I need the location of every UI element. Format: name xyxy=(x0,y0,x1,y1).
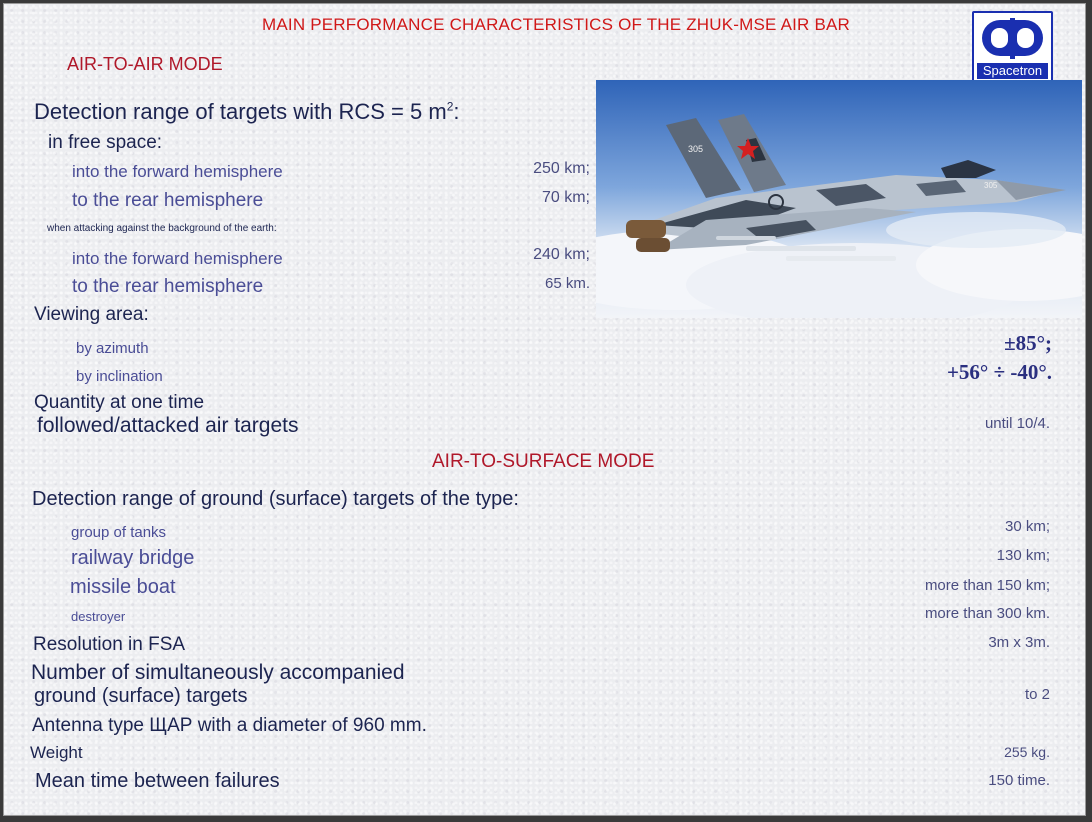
tail-number-nose: 305 xyxy=(984,181,998,190)
page-title: MAIN PERFORMANCE CHARACTERISTICS OF THE ZHUK-MSE AIR BAR xyxy=(262,15,850,34)
accompanied-label-2: ground (surface) targets xyxy=(34,685,248,707)
weight-label: Weight xyxy=(30,743,83,762)
tanks-value: 30 km; xyxy=(1004,518,1050,535)
earth-rear-value: 65 km. xyxy=(544,275,590,292)
detection-range-label: Detection range of targets with RCS = 5 $m^2$: xyxy=(34,99,460,124)
logo-caption: Spacetron xyxy=(977,63,1048,79)
mtbf-label: Mean time between failures xyxy=(35,770,280,792)
free-space-label: in free space: xyxy=(48,132,163,153)
free-rear-value: 70 km; xyxy=(541,189,590,206)
quantity-label-2: followed/attacked air targets xyxy=(37,414,299,437)
spacetron-logo xyxy=(972,11,1053,84)
quantity-label-1: Quantity at one time xyxy=(34,392,205,413)
free-forward-label: into the forward hemisphere xyxy=(72,162,283,181)
inclination-label: by inclination xyxy=(76,368,163,385)
free-rear-label: to the rear hemisphere xyxy=(72,190,264,211)
resolution-value: 3m x 3m. xyxy=(988,634,1050,651)
viewing-area-label: Viewing area: xyxy=(34,304,149,325)
inclination-value: +56° ÷ -40°. xyxy=(946,360,1052,384)
aircraft-photo xyxy=(596,80,1082,318)
azimuth-value: ±85°; xyxy=(1004,331,1052,355)
logo-mark-icon xyxy=(976,15,1049,61)
earth-forward-label: into the forward hemisphere xyxy=(72,249,283,268)
accompanied-label-1: Number of simultaneously accompanied xyxy=(31,661,405,684)
ground-detection-label: Detection range of ground (surface) targets of the type: xyxy=(32,488,519,510)
slide xyxy=(4,4,1085,815)
air-to-air-heading: AIR-TO-AIR MODE xyxy=(67,54,223,74)
tail-number-left: 305 xyxy=(688,144,704,154)
boat-label: missile boat xyxy=(70,576,176,598)
destroyer-value: more than 300 km. xyxy=(924,605,1050,622)
mtbf-value: 150 time. xyxy=(988,772,1050,789)
air-to-surface-heading: AIR-TO-SURFACE MODE xyxy=(432,451,655,472)
resolution-label: Resolution in FSA xyxy=(33,634,186,655)
azimuth-label: by azimuth xyxy=(76,340,149,357)
accompanied-value: to 2 xyxy=(1024,686,1050,703)
earth-forward-value: 240 km; xyxy=(533,246,590,263)
tanks-label: group of tanks xyxy=(71,524,167,541)
earth-rear-label: to the rear hemisphere xyxy=(72,276,264,297)
bridge-value: 130 km; xyxy=(996,547,1050,564)
destroyer-label: destroyer xyxy=(71,609,126,624)
quantity-value: until 10/4. xyxy=(984,415,1050,432)
antenna-label: Antenna type ЩАР with a diameter of 960 mm. xyxy=(32,715,427,736)
weight-value: 255 kg. xyxy=(1004,744,1050,760)
boat-value: more than 150 km; xyxy=(924,577,1050,594)
free-forward-value: 250 km; xyxy=(533,160,590,177)
earth-background-label: when attacking against the background of the earth: xyxy=(47,223,277,234)
bridge-label: railway bridge xyxy=(71,547,195,569)
